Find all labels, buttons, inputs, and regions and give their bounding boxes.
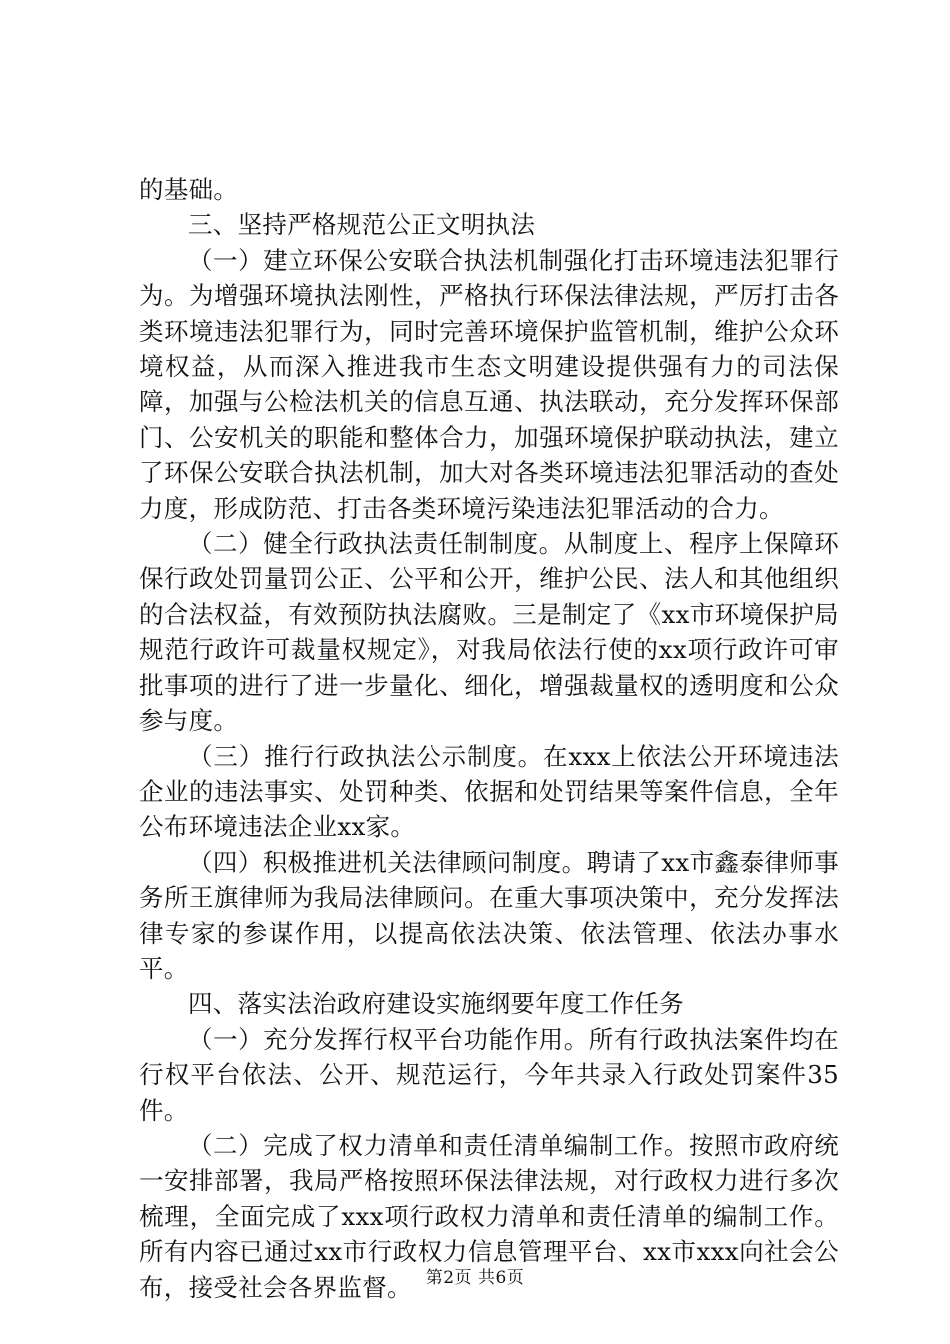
paragraph-4-1: （一）充分发挥行权平台功能作用。所有行政执法案件均在行权平台依法、公开、规范运行，今年共录入行政处罚案件35件。: [139, 1024, 839, 1125]
section-heading-4: 四、落实法治政府建设实施纲要年度工作任务: [188, 989, 684, 1019]
section-heading-3: 三、坚持严格规范公正文明执法: [188, 210, 536, 240]
paragraph-3-1: （一）建立环保公安联合执法机制强化打击环境违法犯罪行为。为增强环境执法刚性，严格执行环保法律法规，严厉打击各类环境违法犯罪行为，同时完善环境保护监管机制，维护公众环境权益，从而深入推进我市生态文明建设提供强有力的司法保障，加强与公检法机关的信息互通、执法联动，充分发挥环保部门、公安机关的职能和整体合力，加强环境保护联动执法，建立了环保公安联合执法机制，加大对各类环境违法犯罪活动的查处力度，形成防范、打击各类环境污染违法犯罪活动的合力。: [139, 245, 839, 523]
paragraph-continuation: 的基础。: [139, 175, 239, 204]
paragraph-3-2: （二）健全行政执法责任制制度。从制度上、程序上保障环保行政处罚量罚公正、公平和公开，维护公民、法人和其他组织的合法权益，有效预防执法腐败。三是制定了《xx市环境保护局规范行政许可裁量权规定》，对我局依法行使的xx项行政许可审批事项的进行了进一步量化、细化，增强裁量权的透明度和公众参与度。: [139, 529, 839, 736]
paragraph-3-3: （三）推行行政执法公示制度。在xxx上依法公开环境违法企业的违法事实、处罚种类、依据和处罚结果等案件信息，全年公布环境违法企业xx家。: [139, 741, 839, 842]
page-footer: 第2页 共6页: [425, 1268, 525, 1288]
paragraph-3-4: （四）积极推进机关法律顾问制度。聘请了xx市鑫泰律师事务所王旗律师为我局法律顾问。在重大事项决策中，充分发挥法律专家的参谋作用，以提高依法决策、依法管理、依法办事水平。: [139, 847, 839, 983]
paragraph-4-2: （二）完成了权力清单和责任清单编制工作。按照市政府统一安排部署，我局严格按照环保法律法规，对行政权力进行多次梳理，全面完成了xxx项行政权力清单和责任清单的编制工作。所有内容已通过xx市行政权力信息管理平台、xx市xxx向社会公布，接受社会各界监督。: [139, 1130, 839, 1302]
document-body: [139, 172, 839, 1305]
